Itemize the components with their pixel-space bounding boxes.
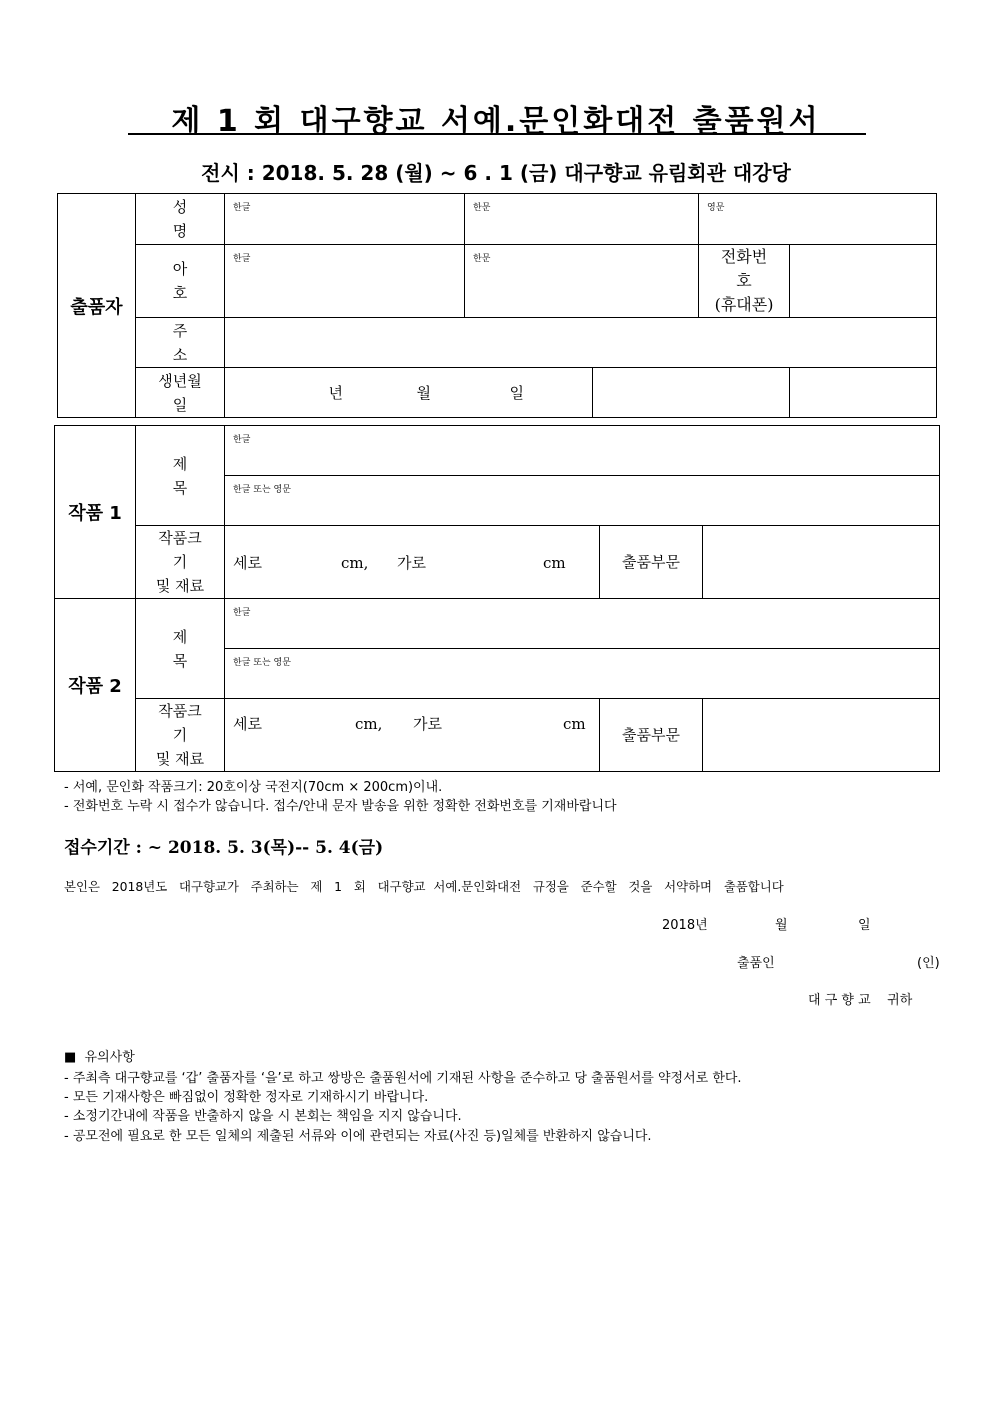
addressee: 대 구 향 교 귀하 xyxy=(808,993,913,1008)
pen-name-label: 아 호 xyxy=(136,245,225,318)
exhibition-info: 전시 : 2018. 5. 28 (월) ~ 6 . 1 (금) 대구향교 유림회관 대강당 xyxy=(201,161,791,185)
work1-cm-label: cm, xyxy=(341,553,369,572)
note-size: - 서예, 문인화 작품크기: 20호이상 국전지(70cm × 200cm)이내. xyxy=(64,780,443,795)
signer-seal: (인) xyxy=(917,956,940,971)
caution-item: - 공모전에 필요로 한 모든 일체의 제출된 서류와 이에 관련되는 자료(사진 등)일체를 반환하지 않습니다. xyxy=(64,1129,652,1144)
work1-title-english-field[interactable]: 한글 또는 영문 xyxy=(225,476,940,526)
pen-name-hanja-field[interactable]: 한문 xyxy=(465,245,699,318)
name-hangul-field[interactable]: 한글 xyxy=(225,194,465,245)
phone-field[interactable] xyxy=(790,245,937,318)
applicant-table xyxy=(57,193,937,418)
phone-label: 전화번 호 (휴대폰) xyxy=(699,245,790,318)
date-year: 2018년 xyxy=(662,918,708,933)
title-underline xyxy=(128,133,866,135)
work2-height-label: 세로 xyxy=(233,715,262,733)
work2-size-field[interactable] xyxy=(225,699,600,772)
work2-title-english-field[interactable]: 한글 또는 영문 xyxy=(225,649,940,699)
work2-cm2-label: cm xyxy=(563,715,586,733)
work1-size-field[interactable] xyxy=(225,526,600,599)
caution-item: - 소정기간내에 작품을 반출하지 않을 시 본회는 책임을 지지 않습니다. xyxy=(64,1109,462,1124)
date-month: 월 xyxy=(775,918,788,933)
work2-section-label: 작품 2 xyxy=(55,599,136,772)
caution-item: - 주최측 대구향교를 ‘갑’ 출품자를 ‘을’로 하고 쌍방은 출품원서에 기재된 사항을 준수하고 당 출품원서를 약정서로 한다. xyxy=(64,1071,742,1086)
birth-extra-field[interactable] xyxy=(593,368,790,418)
birth-month-label: 월 xyxy=(416,384,431,402)
name-english-field[interactable]: 영문 xyxy=(699,194,937,245)
signer-label: 출품인 xyxy=(737,956,775,971)
date-day: 일 xyxy=(858,918,871,933)
name-hanja-field[interactable]: 한문 xyxy=(465,194,699,245)
work1-title-hangul-field[interactable]: 한글 xyxy=(225,426,940,476)
birth-day-label: 일 xyxy=(509,384,524,402)
birth-extra-field-2[interactable] xyxy=(790,368,937,418)
reception-period: 접수기간 : ~ 2018. 5. 3(목)-- 5. 4(금) xyxy=(64,838,384,858)
form-title: 제 1 회 대구향교 서예.문인화대전 출품원서 xyxy=(171,104,821,139)
work1-width-label: 가로 xyxy=(397,553,426,572)
address-field[interactable] xyxy=(225,318,937,368)
work2-title-label: 제 목 xyxy=(136,599,225,699)
work2-cm-label: cm, xyxy=(355,715,383,733)
note-phone: - 전화번호 누락 시 접수가 않습니다. 접수/안내 문자 발송을 위한 정확한 전화번호를 기재바랍니다 xyxy=(64,799,617,814)
pledge-text: 본인은 2018년도 대구향교가 주최하는 제 1 회 대구향교 서예.문인화대전 규정을 준수할 것을 서약하며 출품합니다 xyxy=(64,879,784,894)
work2-title-hangul-field[interactable]: 한글 xyxy=(225,599,940,649)
work1-category-label: 출품부문 xyxy=(600,526,703,599)
birth-label: 생년월 일 xyxy=(136,368,225,418)
applicant-section-label: 출품자 xyxy=(58,194,136,418)
work1-section-label: 작품 1 xyxy=(55,426,136,599)
work1-size-label: 작품크 기 및 재료 xyxy=(136,526,225,599)
work2-category-field[interactable] xyxy=(703,699,940,772)
cautions-heading: ■ 유의사항 xyxy=(64,1050,135,1065)
work1-cm2-label: cm xyxy=(543,553,566,572)
works-table xyxy=(54,425,940,772)
work2-size-label: 작품크 기 및 재료 xyxy=(136,699,225,772)
work2-width-label: 가로 xyxy=(413,715,442,733)
work1-category-field[interactable] xyxy=(703,526,940,599)
work1-height-label: 세로 xyxy=(233,553,262,572)
birth-field[interactable] xyxy=(225,368,593,418)
address-label: 주 소 xyxy=(136,318,225,368)
caution-item: - 모든 기재사항은 빠짐없이 정확한 정자로 기재하시기 바랍니다. xyxy=(64,1090,429,1105)
pen-name-hangul-field[interactable]: 한글 xyxy=(225,245,465,318)
birth-year-label: 년 xyxy=(328,384,343,402)
name-label: 성 명 xyxy=(136,194,225,245)
work1-title-label: 제 목 xyxy=(136,426,225,526)
work2-category-label: 출품부문 xyxy=(600,699,703,772)
